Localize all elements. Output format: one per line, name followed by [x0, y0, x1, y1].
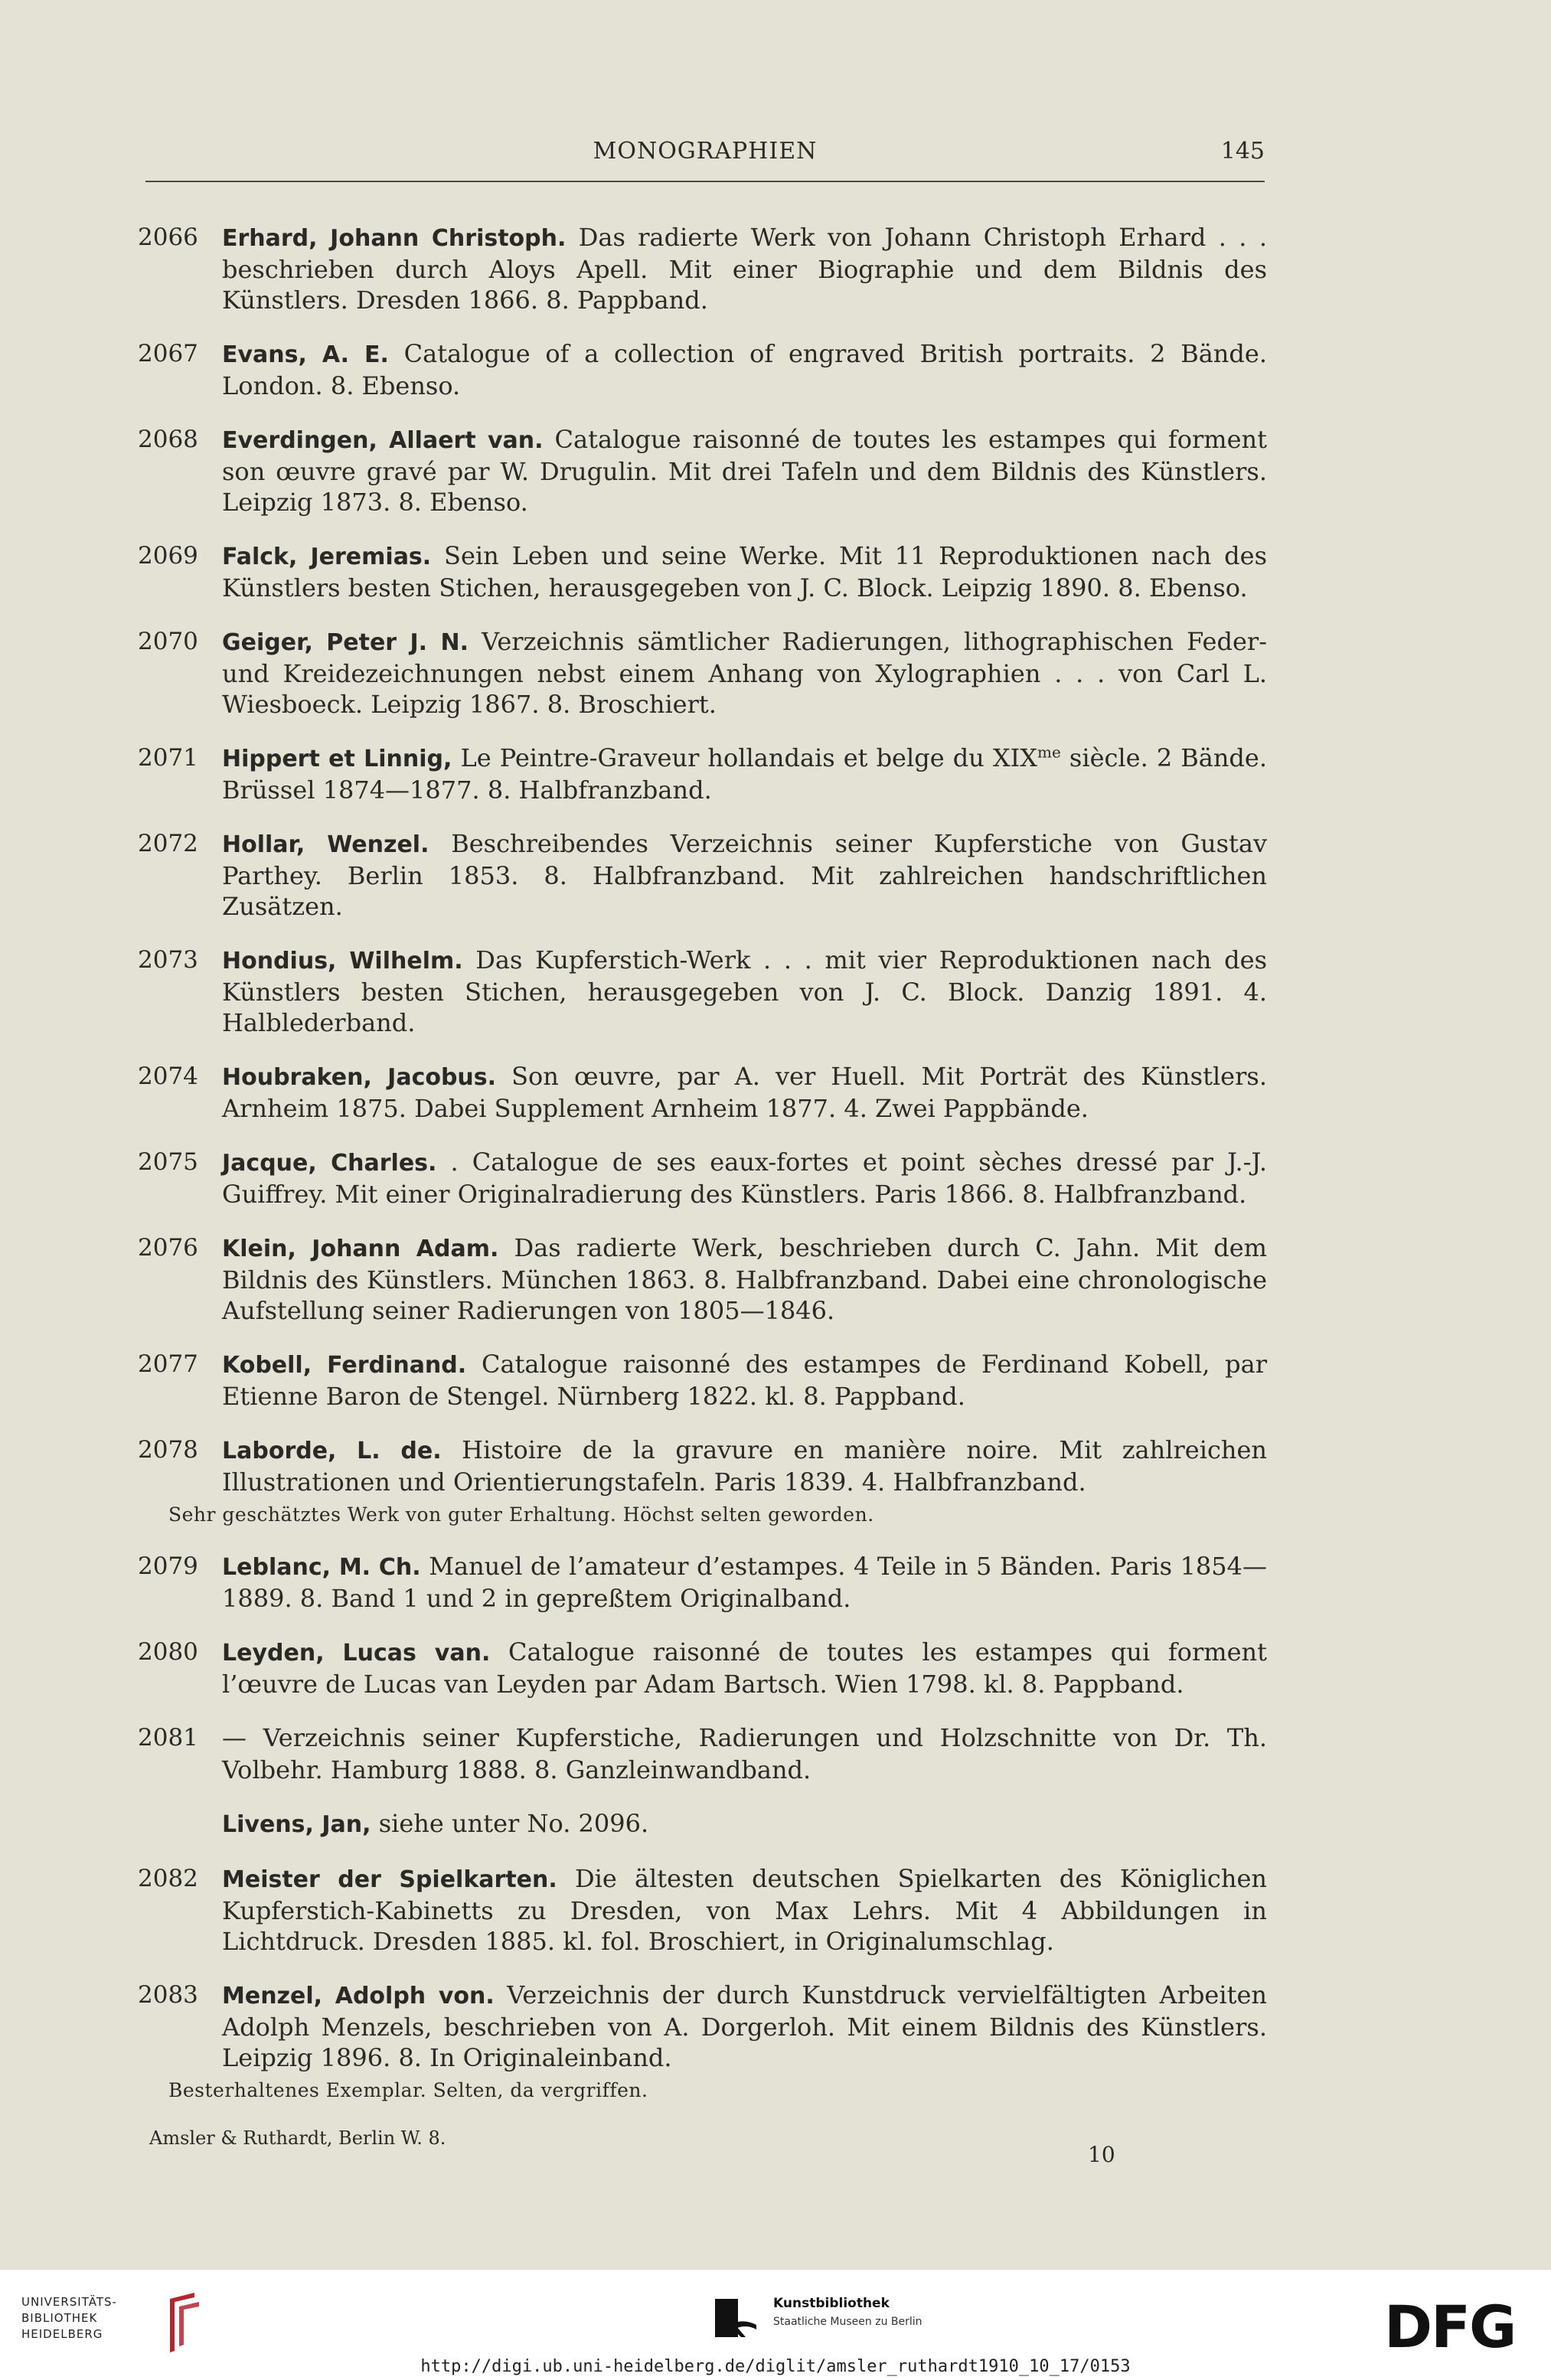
entry-description: Manuel de l’amateur d’estampes. 4 Teile in 5 Bänden. Paris 1854—1889. 8. Band 1 und 2 in gepreßtem Originalband.	[222, 1552, 1267, 1613]
catalogue-entry	[138, 1637, 1267, 1699]
page-number: 145	[1220, 138, 1265, 165]
kunstbibliothek-mark-icon	[710, 2296, 764, 2342]
entry-artist-name: Leblanc, M. Ch.	[222, 1554, 421, 1581]
catalogue-entry	[138, 424, 1267, 517]
entry-artist-name: Falck, Jeremias.	[222, 544, 432, 570]
catalogue-entry	[138, 540, 1267, 603]
sheet-signature: 10	[1088, 2142, 1115, 2167]
heidelberg-library-logo[interactable]	[21, 2291, 205, 2352]
entry-number: 2082	[138, 1865, 198, 1892]
catalogue-entry	[138, 1551, 1267, 1614]
entry-note: Sehr geschätztes Werk von guter Erhaltung. Höchst selten geworden.	[168, 1503, 874, 1526]
entry-description: Le Peintre-Graveur hollandais et belge du XIX	[460, 743, 1038, 772]
catalogue-entry	[138, 1232, 1267, 1326]
entry-artist-name: Kobell, Ferdinand.	[222, 1352, 467, 1379]
entry-number: 2073	[138, 946, 198, 974]
entry-artist-name: Houbraken, Jacobus.	[222, 1064, 497, 1091]
entry-description: Sein Leben und seine Werke. Mit 11 Reproduktionen nach des Künstlers besten Stichen, herausgegeben von J. C. Block. Leipzig 1890. 8. Ebenso.	[222, 541, 1268, 602]
entry-number: 2083	[138, 1981, 198, 2009]
catalogue-entry	[138, 222, 1267, 315]
catalogue-entry	[138, 1147, 1267, 1210]
catalogue-entry	[138, 1980, 1267, 2073]
entry-artist-name: Hippert et Linnig,	[222, 746, 452, 772]
entry-artist-name: Livens, Jan,	[222, 1811, 371, 1838]
section-title: MONOGRAPHIEN	[593, 138, 818, 165]
entry-number: 2067	[138, 340, 198, 367]
entry-description: Catalogue raisonné de toutes les estampes qui forment l’œuvre de Lucas van Leyden par Adam Bartsch. Wien 1798. kl. 8. Pappband.	[222, 1637, 1267, 1699]
entry-note: Besterhaltenes Exemplar. Selten, da vergriffen.	[168, 2079, 648, 2101]
catalogue-entry	[138, 1722, 1267, 1785]
catalogue-entry	[138, 1808, 1267, 1840]
entry-description: Catalogue raisonné des estampes de Ferdinand Kobell, par Etienne Baron de Stengel. Nürnberg 1822. kl. 8. Pappband.	[222, 1350, 1268, 1411]
kunstbibliothek-name: Kunstbibliothek	[773, 2296, 890, 2311]
catalogue-entry	[138, 945, 1267, 1038]
entry-number: 2070	[138, 628, 198, 655]
catalogue-entry	[138, 338, 1267, 401]
entry-description: Histoire de la gravure en manière noire. Mit zahlreichen Illustrationen und Orientierungstafeln. Paris 1839. 4. Halbfranzband.	[222, 1435, 1268, 1497]
entry-description: Son œuvre, par A. ver Huell. Mit Porträt des Künstlers. Arnheim 1875. Dabei Supplement Arnheim 1877. 4. Zwei Pappbände.	[222, 1062, 1268, 1123]
entry-artist-name: Klein, Johann Adam.	[222, 1236, 499, 1262]
entry-description: Beschreibendes Verzeichnis seiner Kupferstiche von Gustav Parthey. Berlin 1853. 8. Halbfranzband. Mit zahlreichen handschriftlichen Zusätzen.	[222, 829, 1268, 921]
permalink-url[interactable]: http://digi.ub.uni-heidelberg.de/diglit/amsler_ruthardt1910_10_17/0153	[420, 2357, 1131, 2376]
entry-superscript: me	[1037, 743, 1061, 762]
entry-description: Verzeichnis sämtlicher Radierungen, lithographischen Feder- und Kreidezeichnungen nebst einem Anhang von Xylographien . . . von Carl L. Wiesboeck. Leipzig 1867. 8. Broschiert.	[222, 627, 1268, 719]
entry-number: 2081	[138, 1724, 198, 1752]
entry-description: Verzeichnis der durch Kunstdruck vervielfältigten Arbeiten Adolph Menzels, beschrieben von A. Dorgerloh. Mit einem Bildnis des Künstlers. Leipzig 1896. 8. In Originaleinband.	[222, 1980, 1267, 2072]
entry-artist-name: Everdingen, Allaert van.	[222, 427, 544, 454]
entry-description-cont: siècle. 2 Bände. Brüssel 1874—1877. 8. Halbfranzband.	[222, 743, 1268, 805]
entry-artist-name: Evans, A. E.	[222, 341, 389, 368]
entry-number: 2068	[138, 426, 198, 453]
entry-number: 2080	[138, 1638, 198, 1666]
entry-number: 2072	[138, 830, 198, 857]
entry-description: . Catalogue de ses eaux-fortes et point sèches dressé par J.-J. Guiffrey. Mit einer Originalradierung des Künstlers. Paris 1866. 8. Halbfranzband.	[222, 1148, 1268, 1209]
entry-description: Die ältesten deutschen Spielkarten des Königlichen Kupferstich-Kabinetts zu Dresden, von Max Lehrs. Mit 4 Abbildungen in Lichtdruck. Dresden 1885. kl. fol. Broschiert, in Originalumschlag.	[222, 1864, 1268, 1956]
entry-description: Das Kupferstich-Werk . . . mit vier Reproduktionen nach des Künstlers besten Stichen, herausgegeben von J. C. Block. Danzig 1891. 4. Halblederband.	[222, 945, 1268, 1037]
catalogue-entries	[138, 222, 1267, 2127]
library-mark-icon	[159, 2291, 205, 2356]
entry-artist-name: Jacque, Charles.	[222, 1150, 437, 1177]
entry-number: 2076	[138, 1234, 198, 1262]
entry-number: 2079	[138, 1552, 198, 1580]
entry-number: 2075	[138, 1148, 198, 1176]
uni-library-name: UNIVERSITÄTS- BIBLIOTHEK HEIDELBERG	[21, 2295, 117, 2341]
catalogue-entry	[138, 626, 1267, 720]
kunstbibliothek-logo[interactable]	[710, 2288, 955, 2352]
catalogue-entry	[138, 1061, 1267, 1124]
entry-artist-name: Hondius, Wilhelm.	[222, 948, 463, 975]
catalogue-entry	[138, 1863, 1267, 1957]
entry-description: Das radierte Werk, beschrieben durch C. Jahn. Mit dem Bildnis des Künstlers. München 1863. 8. Halbfranzband. Dabei eine chronologische Aufstellung seiner Radierungen von 1805—1846.	[222, 1233, 1268, 1325]
entry-number: 2066	[138, 224, 198, 251]
header-rule	[145, 181, 1265, 182]
dfg-logo[interactable]: DFG	[1384, 2293, 1516, 2361]
publisher-imprint: Amsler & Ruthardt, Berlin W. 8.	[149, 2127, 446, 2149]
entry-artist-name: Laborde, L. de.	[222, 1438, 442, 1464]
running-header	[145, 138, 1265, 171]
catalogue-entry	[138, 828, 1267, 922]
catalogue-entry	[138, 743, 1267, 805]
entry-description: siehe unter No. 2096.	[378, 1809, 649, 1838]
entry-number: 2077	[138, 1350, 198, 1378]
entry-artist-name: Leyden, Lucas van.	[222, 1640, 491, 1667]
entry-artist-name: Geiger, Peter J. N.	[222, 629, 469, 656]
entry-artist-name: Meister der Spielkarten.	[222, 1866, 557, 1893]
entry-artist-name: Menzel, Adolph von.	[222, 1983, 495, 2009]
entry-description: Das radierte Werk von Johann Christoph Erhard . . . beschrieben durch Aloys Apell. Mit einer Biographie und dem Bildnis des Künstlers. Dresden 1866. 8. Pappband.	[222, 223, 1267, 315]
entry-artist-name: Hollar, Wenzel.	[222, 831, 429, 858]
entry-number: 2074	[138, 1063, 198, 1090]
entry-number: 2071	[138, 744, 198, 772]
entry-description: Catalogue raisonné de toutes les estampes qui forment son œuvre gravé par W. Drugulin. Mit drei Tafeln und dem Bildnis des Künstlers. Leipzig 1873. 8. Ebenso.	[222, 425, 1268, 517]
catalogue-entry	[138, 1349, 1267, 1412]
digitization-footer	[0, 2270, 1551, 2380]
entry-number: 2078	[138, 1436, 198, 1464]
entry-artist-name: Erhard, Johann Christoph.	[222, 225, 567, 252]
entry-description: Catalogue of a collection of engraved British portraits. 2 Bände. London. 8. Ebenso.	[222, 339, 1268, 400]
catalogue-entry	[138, 1435, 1267, 1497]
entry-description: — Verzeichnis seiner Kupferstiche, Radierungen und Holzschnitte von Dr. Th. Volbehr. Hamburg 1888. 8. Ganzleinwandband.	[222, 1723, 1267, 1784]
kunstbibliothek-subtitle: Staatliche Museen zu Berlin	[773, 2316, 922, 2328]
entry-number: 2069	[138, 542, 198, 570]
